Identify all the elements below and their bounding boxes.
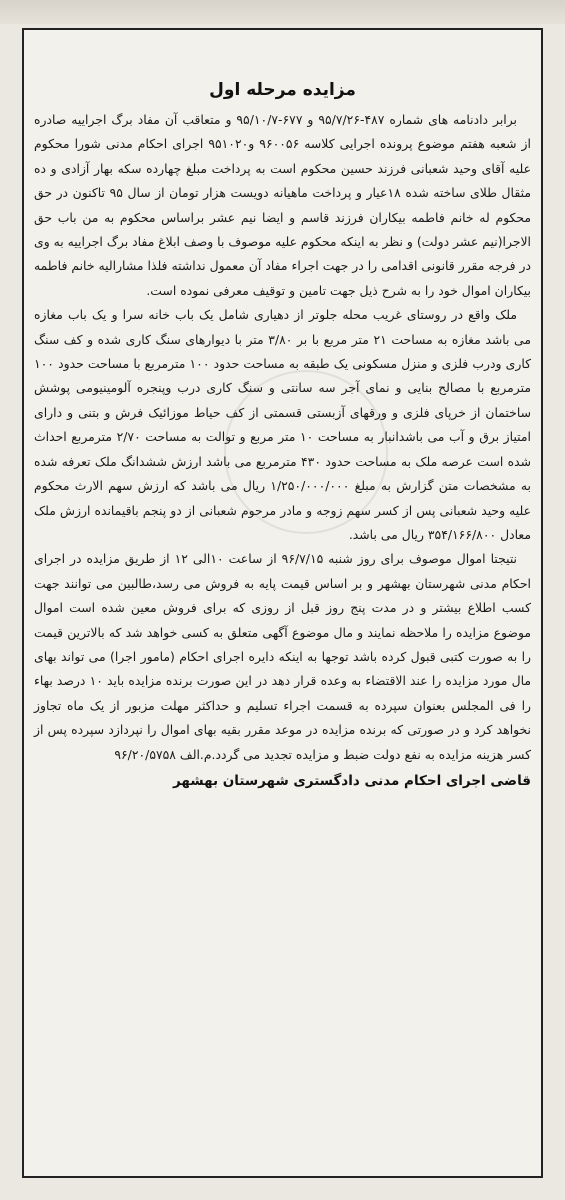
clipping-top-edge	[0, 0, 565, 24]
notice-paragraph-auction-terms: نتیجتا اموال موصوف برای روز شنبه ۹۶/۷/۱۵ از ساعت ۱۰الی ۱۲ از طریق مزایده در اجرای احکام مدنی شهرستان بهشهر و بر اساس قیمت پایه به فروش می رسد،طالبین می توانند جهت کسب اطلاع بیشتر و در مدت پنج روز قبل از روزی که برای فروش معین شده است اموال موضوع مزایده را ملاحظه نمایند و مال موضوع آگهی متعلق به کسی خواهد شد که بالاترین قیمت را به صورت کتبی قبول کرده باشد توجها به اینکه دایره اجرای احکام (مامور اجرا) می تواند بهای مال مورد مزایده را عند الاقتضاء به وعده قرار دهد در این صورت برنده مزایده باید ۱۰ درصد بهاء را فی المجلس بعنوان سپرده به قسمت اجراء تسلیم و حداکثر مهلت مزبور از یک ماه تجاوز نخواهد کرد و در صورتی که برنده مزایده در موعد مقرر بقیه بهای اموال را نپردازد سپرده پس از کسر هزینه مزایده به نفع دولت ضبط و مزایده تجدید می گردد.م.الف ۹۶/۲۰/۵۷۵۸	[34, 551, 532, 762]
notice-paragraph-property: ملک واقع در روستای غریب محله جلوتر از دهیاری شامل یک باب خانه سرا و یک باب مغازه می باشد مغازه به مساحت ۲۱ متر مربع با بر ۳/۸۰ متر با دیوارهای سنگ کاری شده و کف سنگ کاری ودرب فلزی و منزل مسکونی یک طبقه به مساحت حدود ۱۰۰ مترمربع با مساحت حدود ۱۰۰ مترمربع با مصالح بنایی و نمای آجر سه سانتی و سنگ کاری درب وپنجره آلومینیومی پوشش ساختمان از خرپای فلزی و ورقهای آزبستی قسمتی از کف حیاط موزائیک فرش و بتنی و دارای امتیاز برق و آب می باشدانبار به مساحت ۱۰ متر مربع و توالت به مساحت ۲/۷۰ مترمربع احداث شده است عرصه ملک به مساحت حدود ۴۳۰ مترمربع می باشد ارزش ششدانگ ملک تعرفه شده به مشخصات متن گزارش به مبلغ ۱/۲۵۰/۰۰۰/۰۰۰ ریال می باشد که ارزش سهم الارث محکوم علیه وحید شعبانی پس از کسر سهم زوجه و مادر مرحوم شعبانی از دو پنجم باقیمانده ارزش ملک معادل ۳۵۴/۱۶۶/۸۰۰ ریال می باشد.	[34, 307, 532, 542]
notice-title: مزایده مرحله اول	[209, 80, 356, 100]
notice-paragraph-intro: برابر دادنامه های شماره ۴۸۷-۹۵/۷/۲۶ و ۶۷۷-۹۵/۱۰/۷ و متعاقب آن مفاد برگ اجراییه صادره از شعبه هفتم موضوع پرونده اجرایی کلاسه ۹۶۰۰۵۶ و۹۵۱۰۲۰ اجرای احکام مدنی شورا محکوم علیه آقای وحید شعبانی فرزند حسین محکوم است به پرداخت مبلغ چهارده سکه بهار آزادی و ده مثقال طلای ساخته شده ۱۸عیار و پرداخت ماهیانه دویست هزار تومان از سال ۹۵ تاکنون در حق محکوم له خانم فاطمه بیکاران فرزند قاسم و ایضا نیم عشر براساس محکوم به من باب حق الاجرا(نیم عشر دولت) و نظر به اینکه محکوم علیه موصوف با وصف ابلاغ مفاد برگ اجراییه به وی در فرجه مقرر قانونی اقدامی را در جهت اجراء مفاد آن معمول نداشته فلذا مشارالیه خانم فاطمه بیکاران اموال خود را به شرح ذیل جهت تامین و توقیف معرفی نموده است.	[34, 112, 531, 298]
auction-notice-box	[22, 28, 543, 1178]
notice-signature: قاضی اجرای احکام مدنی دادگستری شهرستان بهشهر	[173, 772, 531, 789]
